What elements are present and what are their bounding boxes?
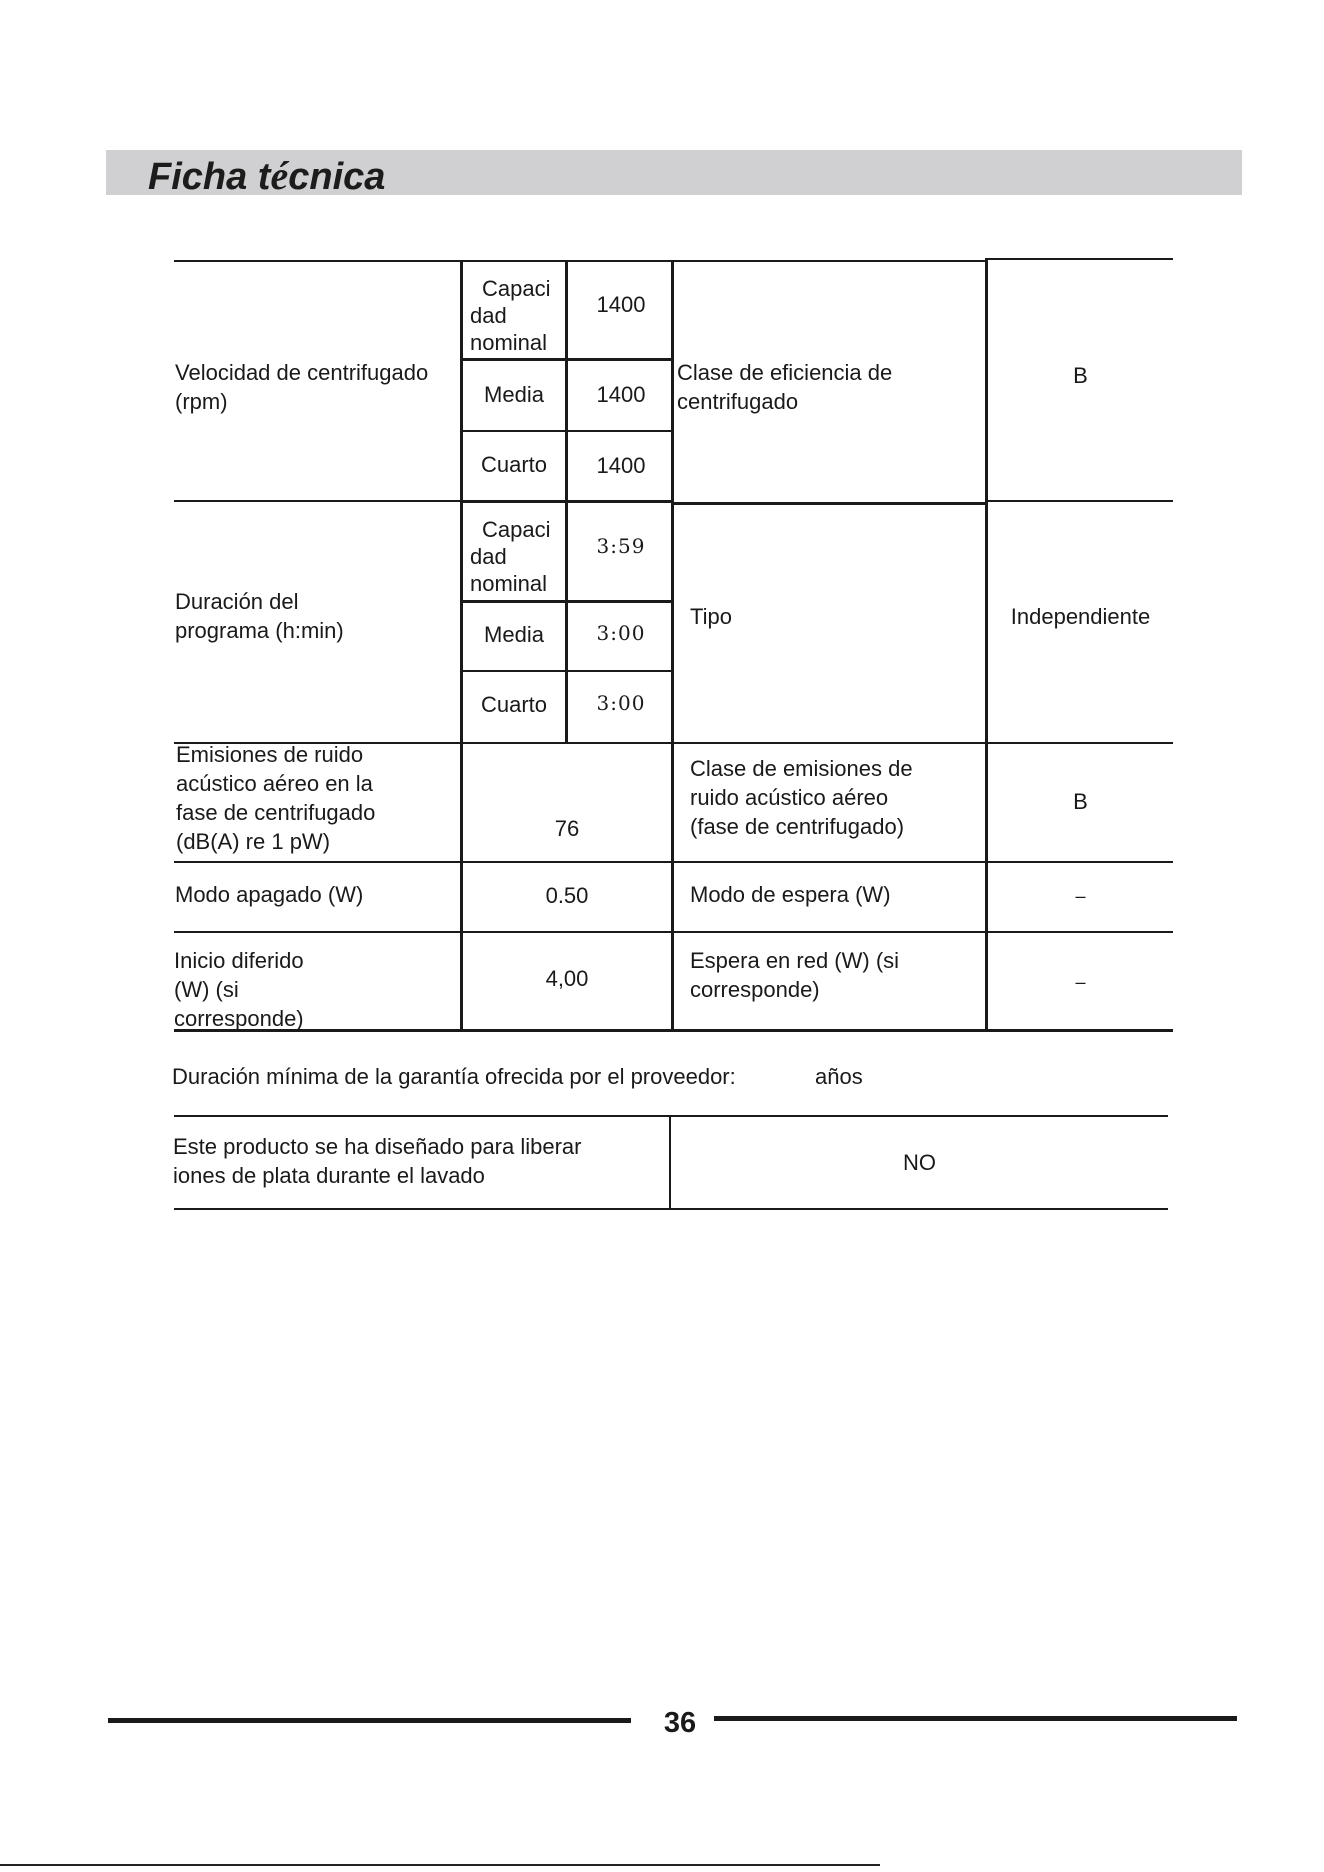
silver-ions-value: NO (903, 1150, 936, 1175)
table-rule (463, 358, 674, 361)
spin-media-label: Media (484, 382, 544, 407)
section-header (106, 150, 1242, 198)
footer-rule-right (714, 1716, 1237, 1721)
table-rule (674, 260, 986, 262)
table-rule (463, 430, 674, 432)
spin-media-value: 1400 (596, 382, 646, 407)
silver-ions-label: Este producto se ha diseñado para liberar iones de plata durante el lavado (173, 1134, 582, 1188)
type-value: Independiente (1010, 604, 1151, 629)
spin-capacity-value: 1400 (596, 292, 646, 317)
page-title: Ficha técnica (148, 153, 386, 198)
spin-quarter-value: 1400 (596, 453, 646, 478)
table-rule (174, 500, 463, 502)
footer-rule-left (108, 1718, 631, 1723)
scan-edge (0, 1864, 880, 1866)
noise-class-value: B (1073, 789, 1088, 814)
warranty-unit: años (815, 1064, 863, 1089)
delay-start-value: 4,00 (545, 966, 589, 991)
noise-class-label: Clase de emisiones de ruido acústico aéreo (fase de centrifugado) (690, 756, 913, 839)
delay-start-label: Inicio diferido (W) (si corresponde) (174, 948, 304, 1031)
table-rule (463, 500, 674, 503)
table-rule (463, 670, 674, 672)
duration-media-label: Media (484, 622, 544, 647)
standby-value: – (1075, 886, 1086, 906)
off-mode-label: Modo apagado (W) (175, 882, 364, 907)
table-rule (674, 502, 986, 505)
table-rule (565, 260, 568, 742)
standby-label: Modo de espera (W) (690, 882, 891, 907)
table-rule (174, 260, 463, 262)
spin-speed-label: Velocidad de centrifugado (rpm) (175, 360, 429, 414)
table-rule (174, 1208, 1168, 1210)
type-label: Tipo (690, 604, 732, 629)
duration-quarter-label: Cuarto (480, 692, 548, 717)
table-rule (463, 260, 674, 262)
table-rule (986, 258, 1173, 260)
table-rule (986, 500, 1173, 502)
networked-standby-value: – (1075, 972, 1086, 992)
duration-capacity-label: Capaci dad nominal (470, 517, 551, 596)
duration-media-value: 3:00 (596, 621, 646, 645)
noise-label: Emisiones de ruido acústico aéreo en la fase de centrifugado (dB(A) re 1 pW) (176, 742, 376, 854)
duration-quarter-value: 3:00 (596, 691, 646, 715)
table-rule (174, 1115, 1168, 1117)
warranty-label: Duración mínima de la garantía ofrecida por el proveedor: (172, 1064, 736, 1089)
off-mode-value: 0.50 (545, 883, 589, 908)
spin-quarter-label: Cuarto (480, 452, 548, 477)
page-number: 36 (663, 1707, 697, 1739)
spin-efficiency-value: B (1073, 363, 1088, 388)
duration-label: Duración del programa (h:min) (175, 589, 344, 643)
spin-capacity-label: Capaci dad nominal (470, 276, 551, 355)
duration-capacity-value: 3:59 (596, 534, 646, 558)
noise-value: 76 (554, 816, 580, 841)
networked-standby-label: Espera en red (W) (si corresponde) (690, 948, 900, 1002)
spin-efficiency-label: Clase de eficiencia de centrifugado (677, 360, 893, 414)
table-rule (463, 600, 674, 603)
